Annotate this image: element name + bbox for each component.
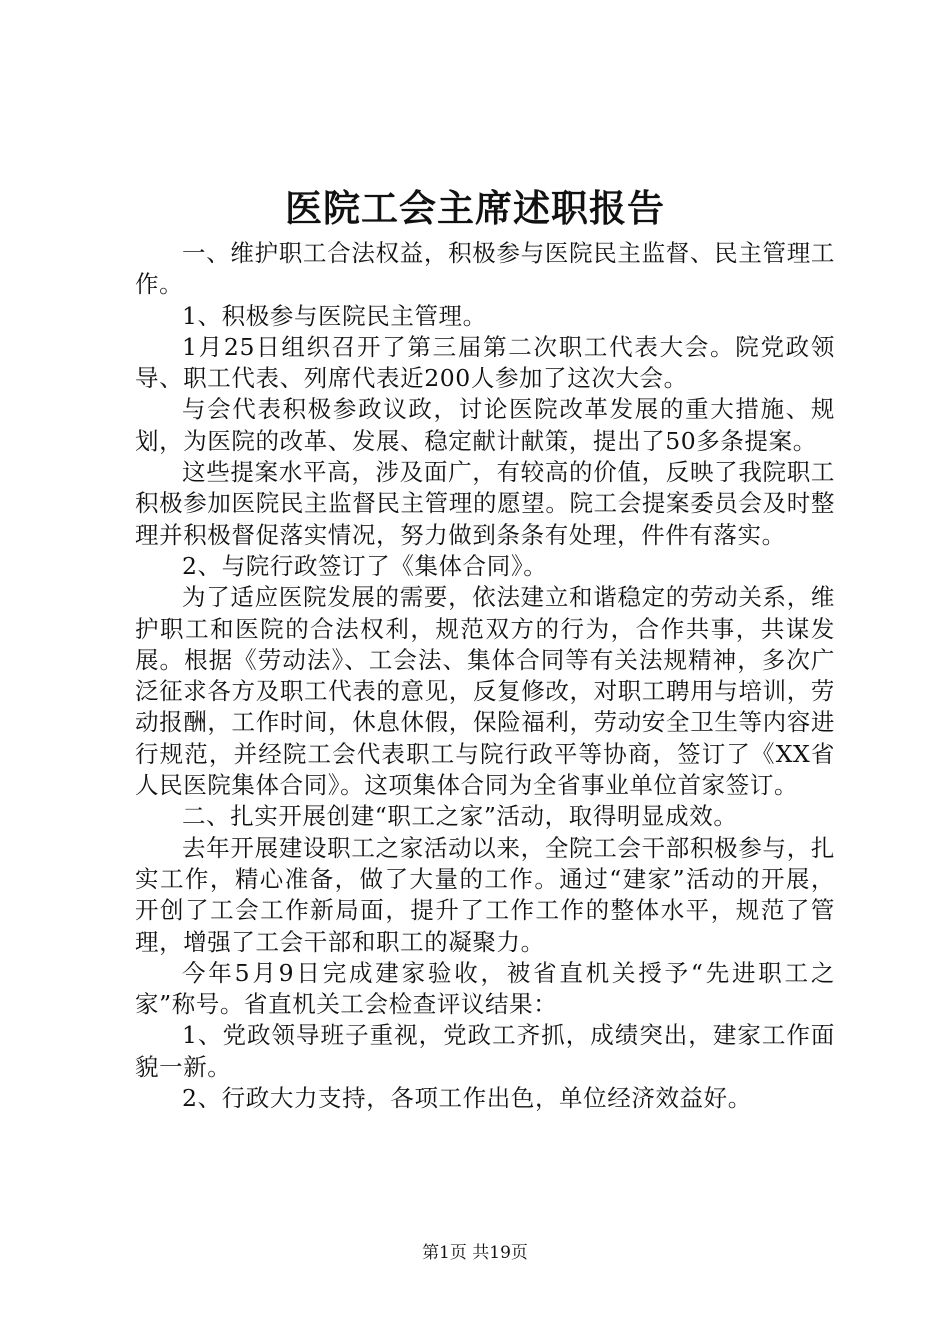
paragraph: 一、维护职工合法权益，积极参与医院民主监督、民主管理工作。 [135,239,835,299]
paragraph: 2、与院行政签订了《集体合同》。 [182,551,548,580]
paragraph: 去年开展建设职工之家活动以来，全院工会干部积极参与，扎实工作，精心准备，做了大量的工作。通过“建家”活动的开展，开创了工会工作新局面，提升了工作工作的整体水平，规范了管理，增强了工会干部和职工的凝聚力。 [135,833,835,956]
document-title: 医院工会主席述职报告 [285,186,665,230]
paragraph: 为了适应医院发展的需要，依法建立和谐稳定的劳动关系，维护职工和医院的合法权利，规范双方的行为，合作共事，共谋发展。根据《劳动法》、工会法、集体合同等有关法规精神，多次广泛征求各方及职工代表的意见，反复修改，对职工聘用与培训，劳动报酬，工作时间，休息休假，保险福利，劳动安全卫生等内容进行规范，并经院工会代表职工与院行政平等协商，签订了《XX省人民医院集体合同》。这项集体合同为全省事业单位首家签订。 [135,583,835,800]
paragraph: 1月25日组织召开了第三届第二次职工代表大会。院党政领导、职工代表、列席代表近200人参加了这次大会。 [135,332,835,393]
page-footer: 第1页 共19页 [422,1243,528,1263]
paragraph: 今年5月9日完成建家验收，被省直机关授予“先进职工之家”称号。省直机关工会检查评议结果： [135,958,835,1019]
document-body [135,238,835,1114]
paragraph: 二、扎实开展创建“职工之家”活动，取得明显成效。 [182,802,738,831]
paragraph: 1、党政领导班子重视，党政工齐抓，成绩突出，建家工作面貌一新。 [135,1021,835,1081]
paragraph: 1、积极参与医院民主管理。 [182,301,487,330]
paragraph: 2、行政大力支持，各项工作出色，单位经济效益好。 [182,1084,752,1113]
paragraph: 与会代表积极参政议政，讨论医院改革发展的重大措施、规划，为医院的改革、发展、稳定献计献策，提出了50多条提案。 [135,395,835,455]
paragraph: 这些提案水平高，涉及面广，有较高的价值，反映了我院职工积极参加医院民主监督民主管理的愿望。院工会提案委员会及时整理并积极督促落实情况，努力做到条条有处理，件件有落实。 [135,458,835,549]
